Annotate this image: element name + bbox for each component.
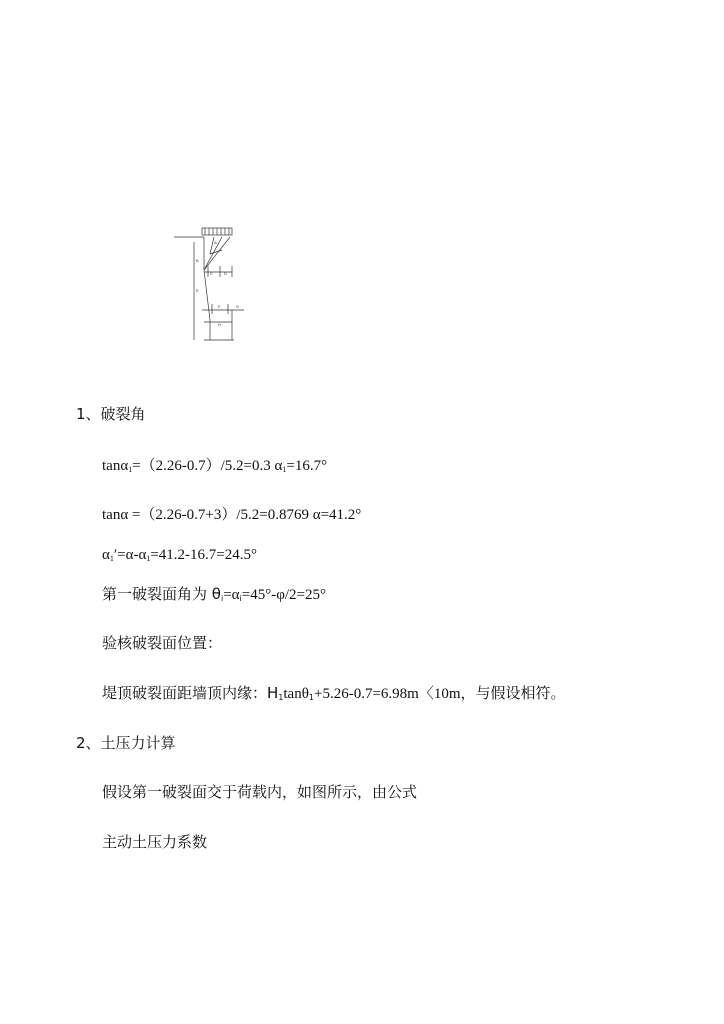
figure-label: C [210, 271, 213, 276]
paragraph-coefficient: 主动土压力系数 [102, 833, 208, 851]
figure-label: E [196, 288, 199, 293]
formula-line-6: 堤顶破裂面距墙顶内缘：$H_1\tan\theta_1+5.26-0.7=6.98m$〈10m，与假设相符。 [102, 684, 566, 702]
figure-label: B [196, 258, 199, 263]
formula-line-3: $\alpha_1'=\alpha-\alpha_1=41.2-16.7=24.5^\circ$ [102, 547, 257, 563]
verify-heading: 验核破裂面位置： [102, 634, 223, 652]
retaining-wall-diagram [174, 222, 254, 344]
formula-line-1: tanα$_1$=（2.26-0.7）/5.2=0.3 $\alpha_1=16.7^\circ$ [102, 458, 328, 474]
formula-line-2: tanα =（2.26-0.7+3）/5.2=0.8769 α=41.2° [102, 507, 362, 523]
figure-label: F [218, 304, 221, 309]
figure-label: D [224, 271, 227, 276]
paragraph-assumption: 假设第一破裂面交于荷载内，如图所示，由公式 [102, 783, 418, 801]
formula-line-4: 第一破裂面角为 $\theta_i=\alpha_i=45^\circ-\varphi/2=25^\circ$ [102, 585, 326, 603]
figure-label: G [236, 304, 240, 309]
figure-label: H [218, 322, 221, 327]
section-heading-1: 1、破裂角 [76, 405, 146, 423]
section-heading-2: 2、土压力计算 [76, 734, 176, 752]
figure-label: A [214, 240, 217, 245]
